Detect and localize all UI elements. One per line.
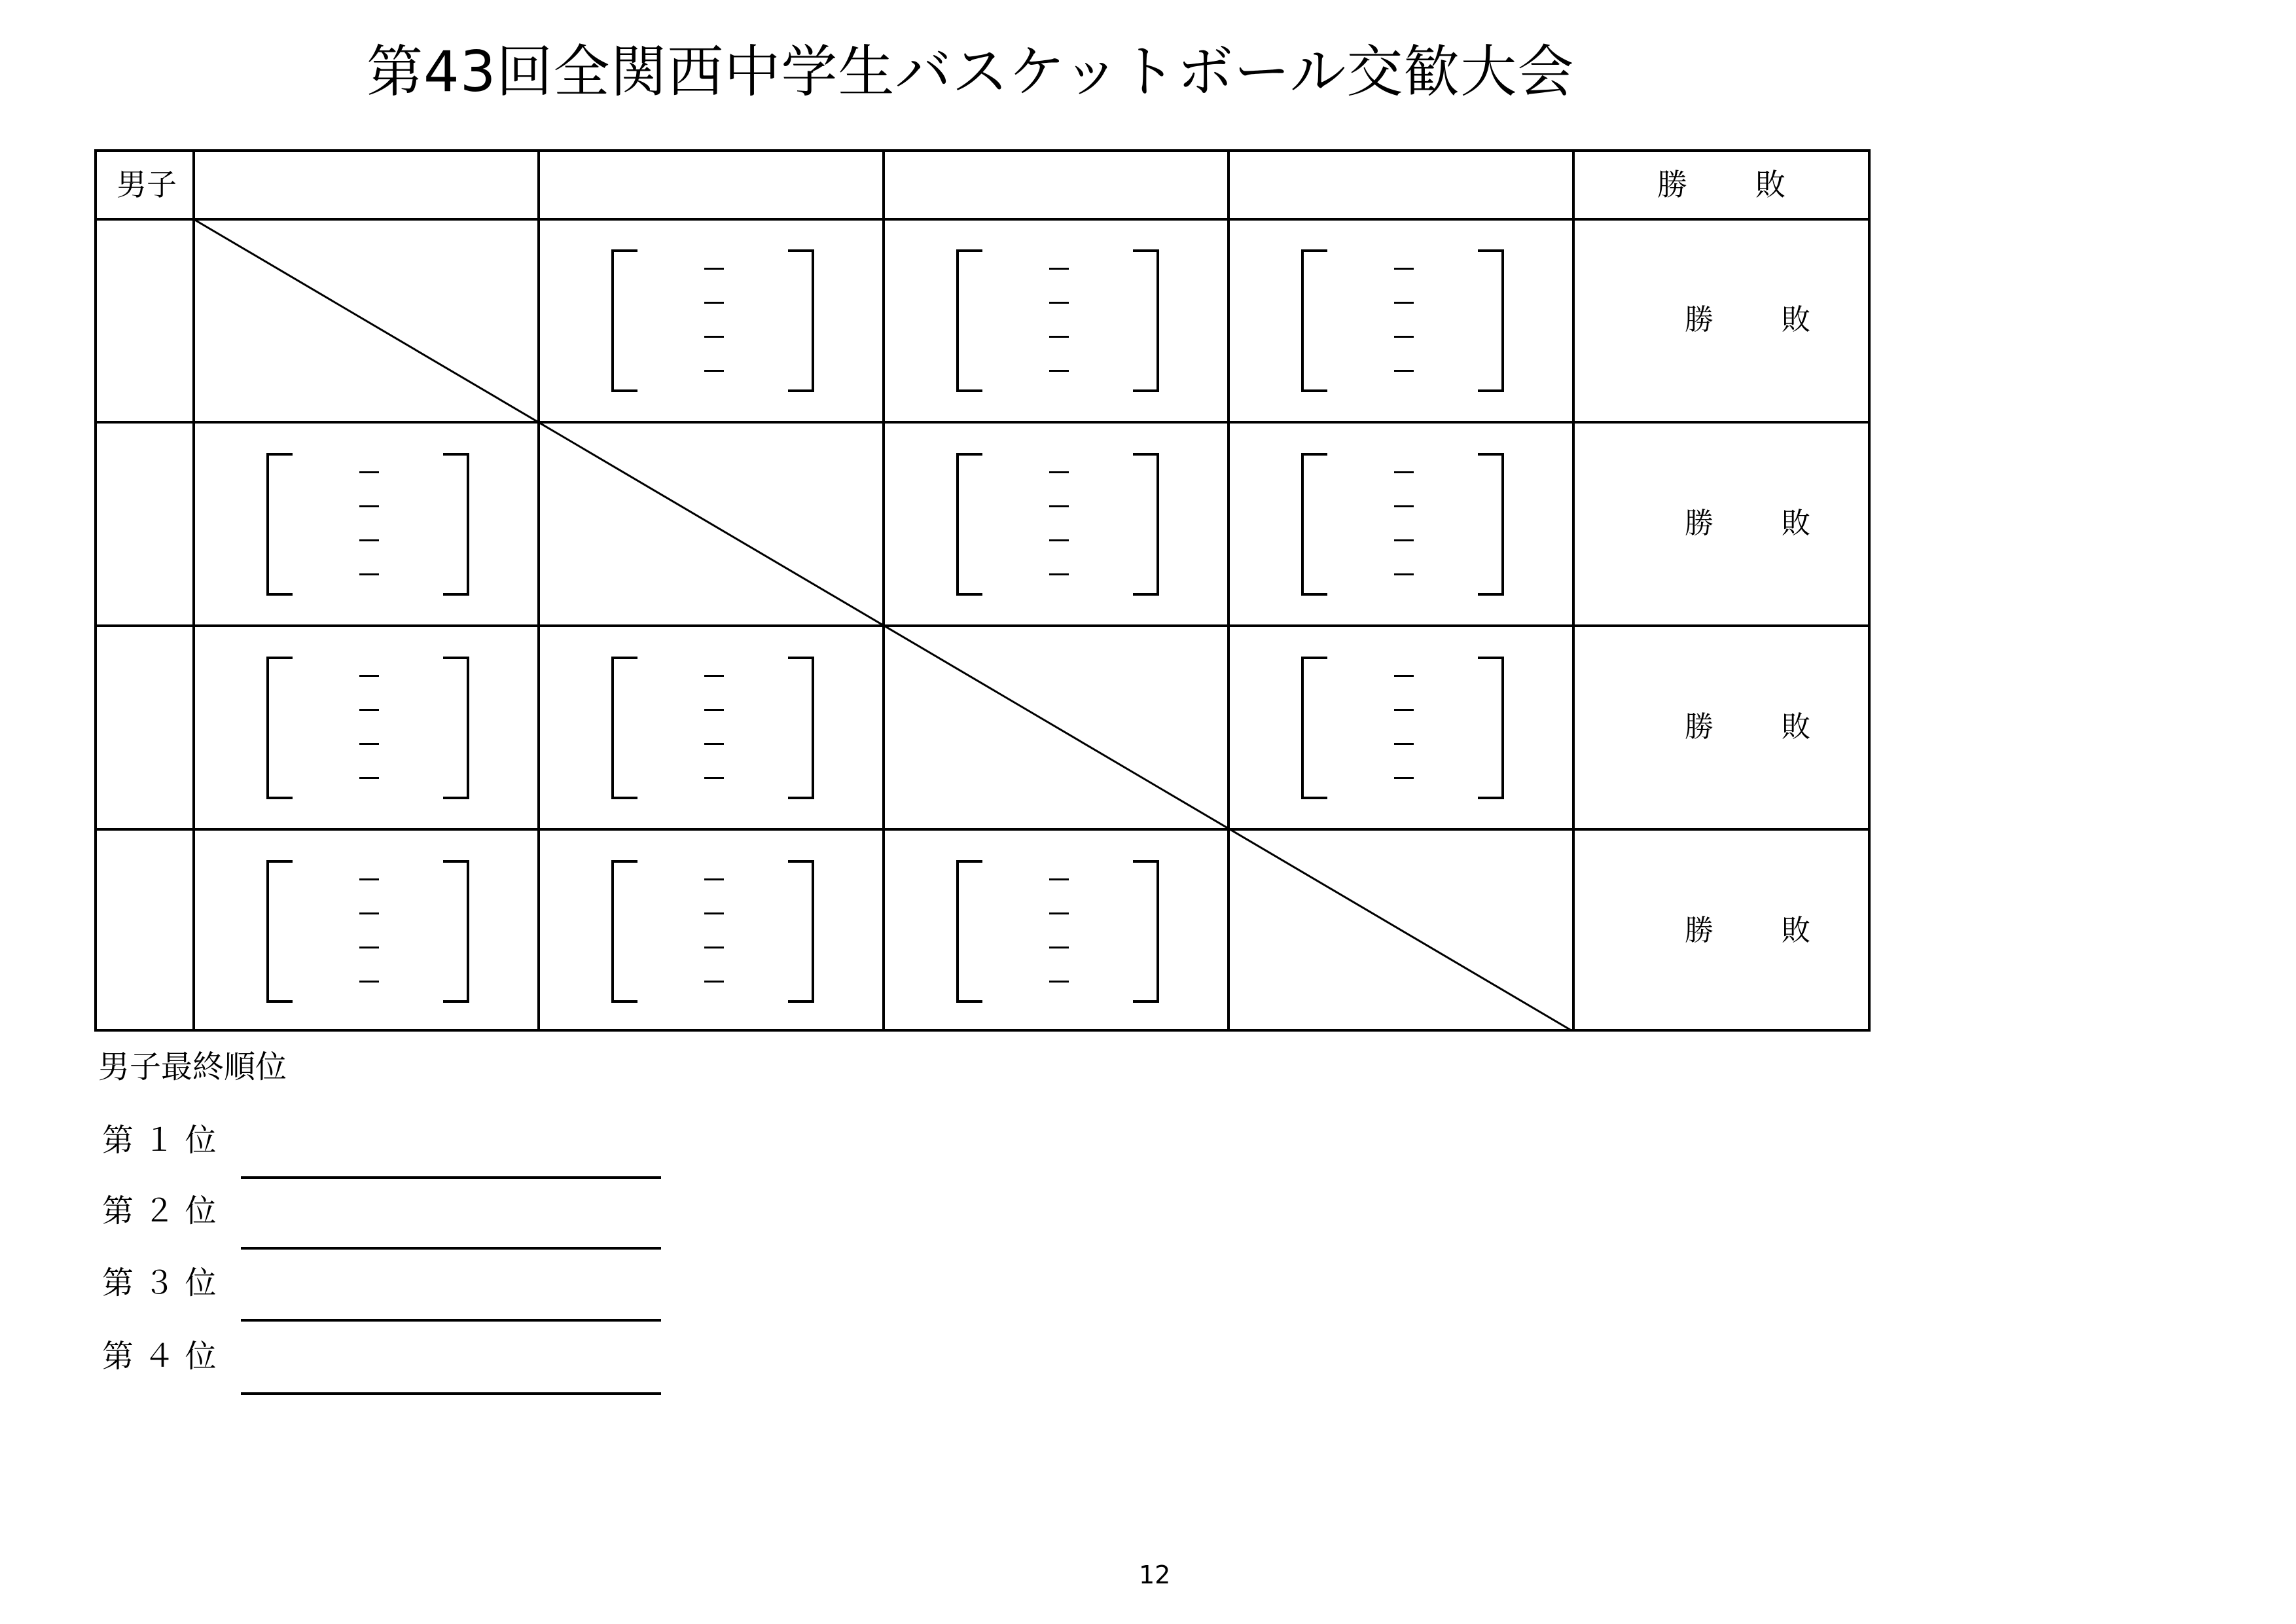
league-table [94, 149, 1871, 1032]
row-win-label: 勝 [1685, 303, 1713, 336]
score-bracket[interactable] [611, 249, 814, 391]
score-bracket[interactable] [956, 249, 1159, 391]
score-bracket[interactable] [611, 860, 814, 1001]
row-win-label: 勝 [1685, 507, 1713, 540]
rank-3-line[interactable] [241, 1319, 661, 1322]
row-loss-label: 敗 [1782, 303, 1810, 336]
score-bracket[interactable] [956, 860, 1159, 1001]
rank-label: 第 ２ 位 [102, 1193, 217, 1229]
score-bracket[interactable] [1301, 249, 1504, 391]
page-title: 第43回全関西中学生バスケットボール交歓大会 [367, 39, 1575, 105]
rank-2-line[interactable] [241, 1247, 661, 1250]
rank-1-line[interactable] [241, 1176, 661, 1179]
score-bracket[interactable] [1301, 453, 1504, 594]
corner-label: 男子 [117, 167, 177, 202]
row-loss-label: 敗 [1782, 914, 1810, 947]
row-loss-label: 敗 [1782, 507, 1810, 540]
result-header-win: 勝 [1657, 167, 1687, 202]
ranking-title: 男子最終順位 [98, 1049, 287, 1085]
result-header-loss: 敗 [1755, 167, 1785, 202]
rank-4-line[interactable] [241, 1392, 661, 1395]
rank-label: 第 １ 位 [102, 1122, 217, 1159]
score-bracket[interactable] [266, 860, 469, 1001]
row-win-label: 勝 [1685, 914, 1713, 947]
score-bracket[interactable] [1301, 657, 1504, 798]
score-bracket[interactable] [266, 657, 469, 798]
row-win-label: 勝 [1685, 710, 1713, 744]
score-bracket[interactable] [956, 453, 1159, 594]
rank-label: 第 ４ 位 [102, 1338, 217, 1375]
score-bracket[interactable] [266, 453, 469, 594]
rank-label: 第 ３ 位 [102, 1265, 217, 1301]
row-loss-label: 敗 [1782, 710, 1810, 744]
page-number: 12 [1139, 1561, 1171, 1589]
score-bracket[interactable] [611, 657, 814, 798]
